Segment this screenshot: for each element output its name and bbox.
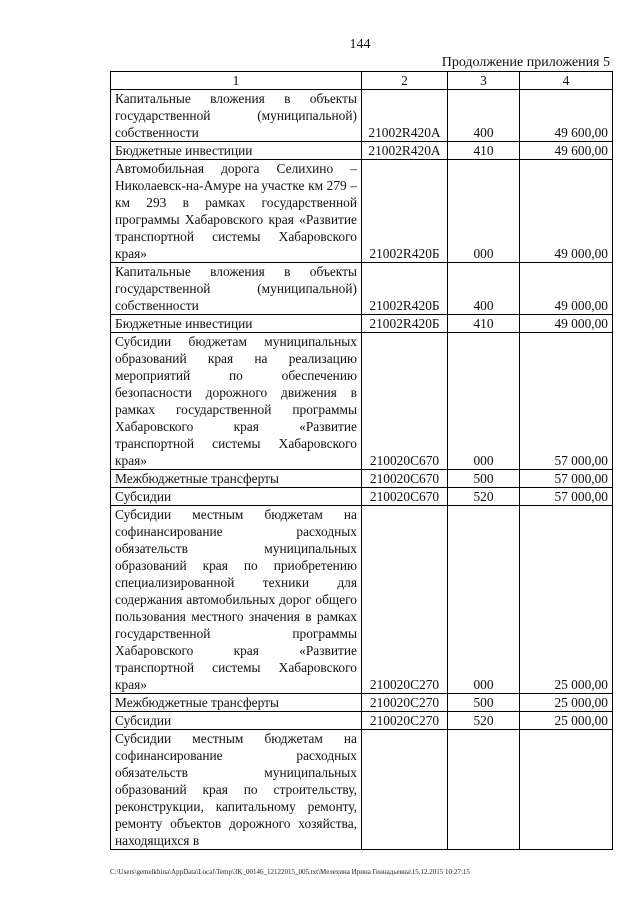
row-target-code: 210020С670 (362, 333, 448, 470)
continuation-title: Продолжение приложения 5 (441, 55, 610, 70)
row-expense-type: 000 (448, 506, 520, 694)
row-target-code: 210020С270 (362, 694, 448, 712)
header-col-2: 2 (362, 72, 448, 90)
row-name: Субсидии местным бюджетам на софинансирование расходных обязательств муниципальных образований края по приобретению специализированной техники для содержания автомобильных дорог общего пользования местного значения в рамках государственной программы Хабаровского края «Развитие транспортной системы Хабаровского края» (111, 506, 362, 694)
table-row (111, 694, 613, 712)
row-expense-type: 410 (448, 315, 520, 333)
header-col-4: 4 (520, 72, 613, 90)
document-footer-path: C:\Users\gemelkhina\AppData\Local\Temp\3K_00146_12122015_005.txt\Мелехина Ирина Геннадьевна\15.12.2015 10:27:15 (110, 868, 470, 876)
row-amount: 57 000,00 (520, 333, 613, 470)
row-name: Субсидии (111, 712, 362, 730)
row-amount: 49 000,00 (520, 263, 613, 315)
row-expense-type: 400 (448, 90, 520, 142)
row-expense-type: 500 (448, 470, 520, 488)
table-header-row (111, 72, 613, 90)
row-expense-type: 500 (448, 694, 520, 712)
table-row (111, 470, 613, 488)
row-target-code: 210020С270 (362, 712, 448, 730)
row-name: Капитальные вложения в объекты государственной (муниципальной) собственности (111, 263, 362, 315)
row-target-code: 210020С270 (362, 506, 448, 694)
row-name: Бюджетные инвестиции (111, 315, 362, 333)
row-amount: 49 000,00 (520, 160, 613, 263)
table-row (111, 263, 613, 315)
row-target-code: 210020С670 (362, 470, 448, 488)
row-amount: 57 000,00 (520, 470, 613, 488)
row-name: Субсидии бюджетам муниципальных образований края на реализацию мероприятий по обеспечению безопасности дорожного движения в рамках государственной программы Хабаровского края «Развитие транспортной системы Хабаровского края» (111, 333, 362, 470)
row-expense-type: 520 (448, 712, 520, 730)
table-row (111, 712, 613, 730)
table-row (111, 142, 613, 160)
row-target-code: 21002R420Б (362, 315, 448, 333)
row-amount: 25 000,00 (520, 506, 613, 694)
page-number: 144 (349, 37, 371, 52)
table-row (111, 90, 613, 142)
row-name: Межбюджетные трансферты (111, 694, 362, 712)
table-row (111, 315, 613, 333)
table-row (111, 730, 613, 850)
row-expense-type: 000 (448, 333, 520, 470)
table-row (111, 488, 613, 506)
row-amount: 25 000,00 (520, 694, 613, 712)
row-amount: 57 000,00 (520, 488, 613, 506)
row-amount: 25 000,00 (520, 712, 613, 730)
row-amount (520, 730, 613, 850)
row-amount: 49 600,00 (520, 142, 613, 160)
row-target-code: 21002R420Б (362, 160, 448, 263)
row-name: Автомобильная дорога Селихино – Николаевск-на-Амуре на участке км 279 – км 293 в рамках государственной программы Хабаровского края «Развитие транспортной системы Хабаровского края» (111, 160, 362, 263)
row-name: Субсидии местным бюджетам на софинансирование расходных обязательств муниципальных образований края по строительству, реконструкции, капитальному ремонту, ремонту объектов дорожного хозяйства, находящихся в (111, 730, 362, 850)
row-target-code: 21002R420Б (362, 263, 448, 315)
header-col-3: 3 (448, 72, 520, 90)
table-row (111, 333, 613, 470)
table-row (111, 160, 613, 263)
row-target-code: 210020С670 (362, 488, 448, 506)
row-target-code: 21002R420А (362, 142, 448, 160)
row-amount: 49 600,00 (520, 90, 613, 142)
table-row (111, 506, 613, 694)
budget-table (110, 71, 613, 850)
row-expense-type: 000 (448, 160, 520, 263)
row-expense-type: 520 (448, 488, 520, 506)
row-expense-type: 410 (448, 142, 520, 160)
row-target-code: 21002R420А (362, 90, 448, 142)
row-name: Субсидии (111, 488, 362, 506)
row-name: Межбюджетные трансферты (111, 470, 362, 488)
row-expense-type (448, 730, 520, 850)
header-col-1: 1 (111, 72, 362, 90)
row-name: Капитальные вложения в объекты государственной (муниципальной) собственности (111, 90, 362, 142)
row-amount: 49 000,00 (520, 315, 613, 333)
row-target-code (362, 730, 448, 850)
row-expense-type: 400 (448, 263, 520, 315)
row-name: Бюджетные инвестиции (111, 142, 362, 160)
